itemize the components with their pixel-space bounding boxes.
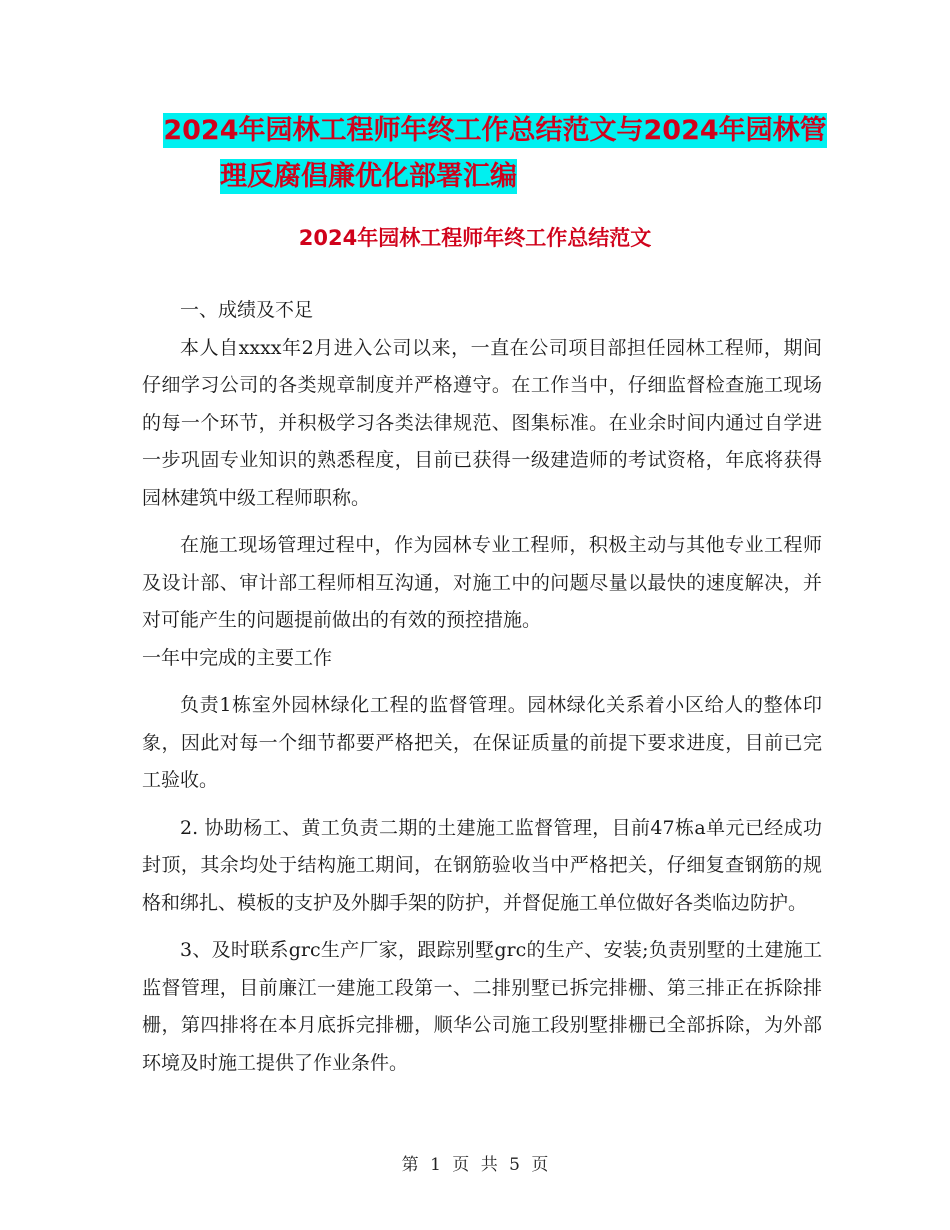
paragraph-heading-2: 一年中完成的主要工作	[142, 646, 333, 669]
title-line-1: 2024年园林工程师年终工作总结范文与2024年园林管	[163, 115, 827, 146]
body-text	[142, 292, 822, 1082]
paragraph: 3、及时联系grc生产厂家，跟踪别墅grc的生产、安装;负责别墅的土建施工监督管理，目前廉江一建施工段第一、二排别墅已拆完排栅、第三排正在拆除排栅，第四排将在本月底拆完排栅，顺华公司施工段别墅排栅已全部拆除，为外部环境及时施工提供了作业条件。	[142, 939, 822, 1074]
paragraph: 本人自xxxx年2月进入公司以来，一直在公司项目部担任园林工程师，期间仔细学习公司的各类规章制度并严格遵守。在工作当中，仔细监督检查施工现场的每一个环节，并积极学习各类法律规范、图集标准。在业余时间内通过自学进一步巩固专业知识的熟悉程度，目前已获得一级建造师的考试资格，年底将获得园林建筑中级工程师职称。	[142, 336, 822, 509]
paragraph-heading-1: 一、成绩及不足	[180, 299, 314, 321]
document-title	[0, 108, 950, 200]
section-title: 2024年园林工程师年终工作总结范文	[298, 226, 652, 250]
paragraph: 负责1栋室外园林绿化工程的监督管理。园林绿化关系着小区给人的整体印象，因此对每一个细节都要严格把关，在保证质量的前提下要求进度，目前已完工验收。	[142, 694, 822, 791]
title-line-1-wrap	[0, 108, 950, 154]
title-line-2-wrap	[0, 154, 950, 200]
paragraph: 2. 协助杨工、黄工负责二期的土建施工监督管理，目前47栋a单元已经成功封顶，其余均处于结构施工期间，在钢筋验收当中严格把关，仔细复查钢筋的规格和绑扎、模板的支护及外脚手架的防护，并督促施工单位做好各类临边防护。	[142, 816, 822, 914]
paragraph: 在施工现场管理过程中，作为园林专业工程师，积极主动与其他专业工程师及设计部、审计部工程师相互沟通，对施工中的问题尽量以最快的速度解决，并对可能产生的问题提前做出的有效的预控措施。	[142, 534, 822, 631]
title-line-2: 理反腐倡廉优化部署汇编	[220, 161, 517, 192]
page-number: 第 1 页 共 5 页	[401, 1155, 549, 1175]
